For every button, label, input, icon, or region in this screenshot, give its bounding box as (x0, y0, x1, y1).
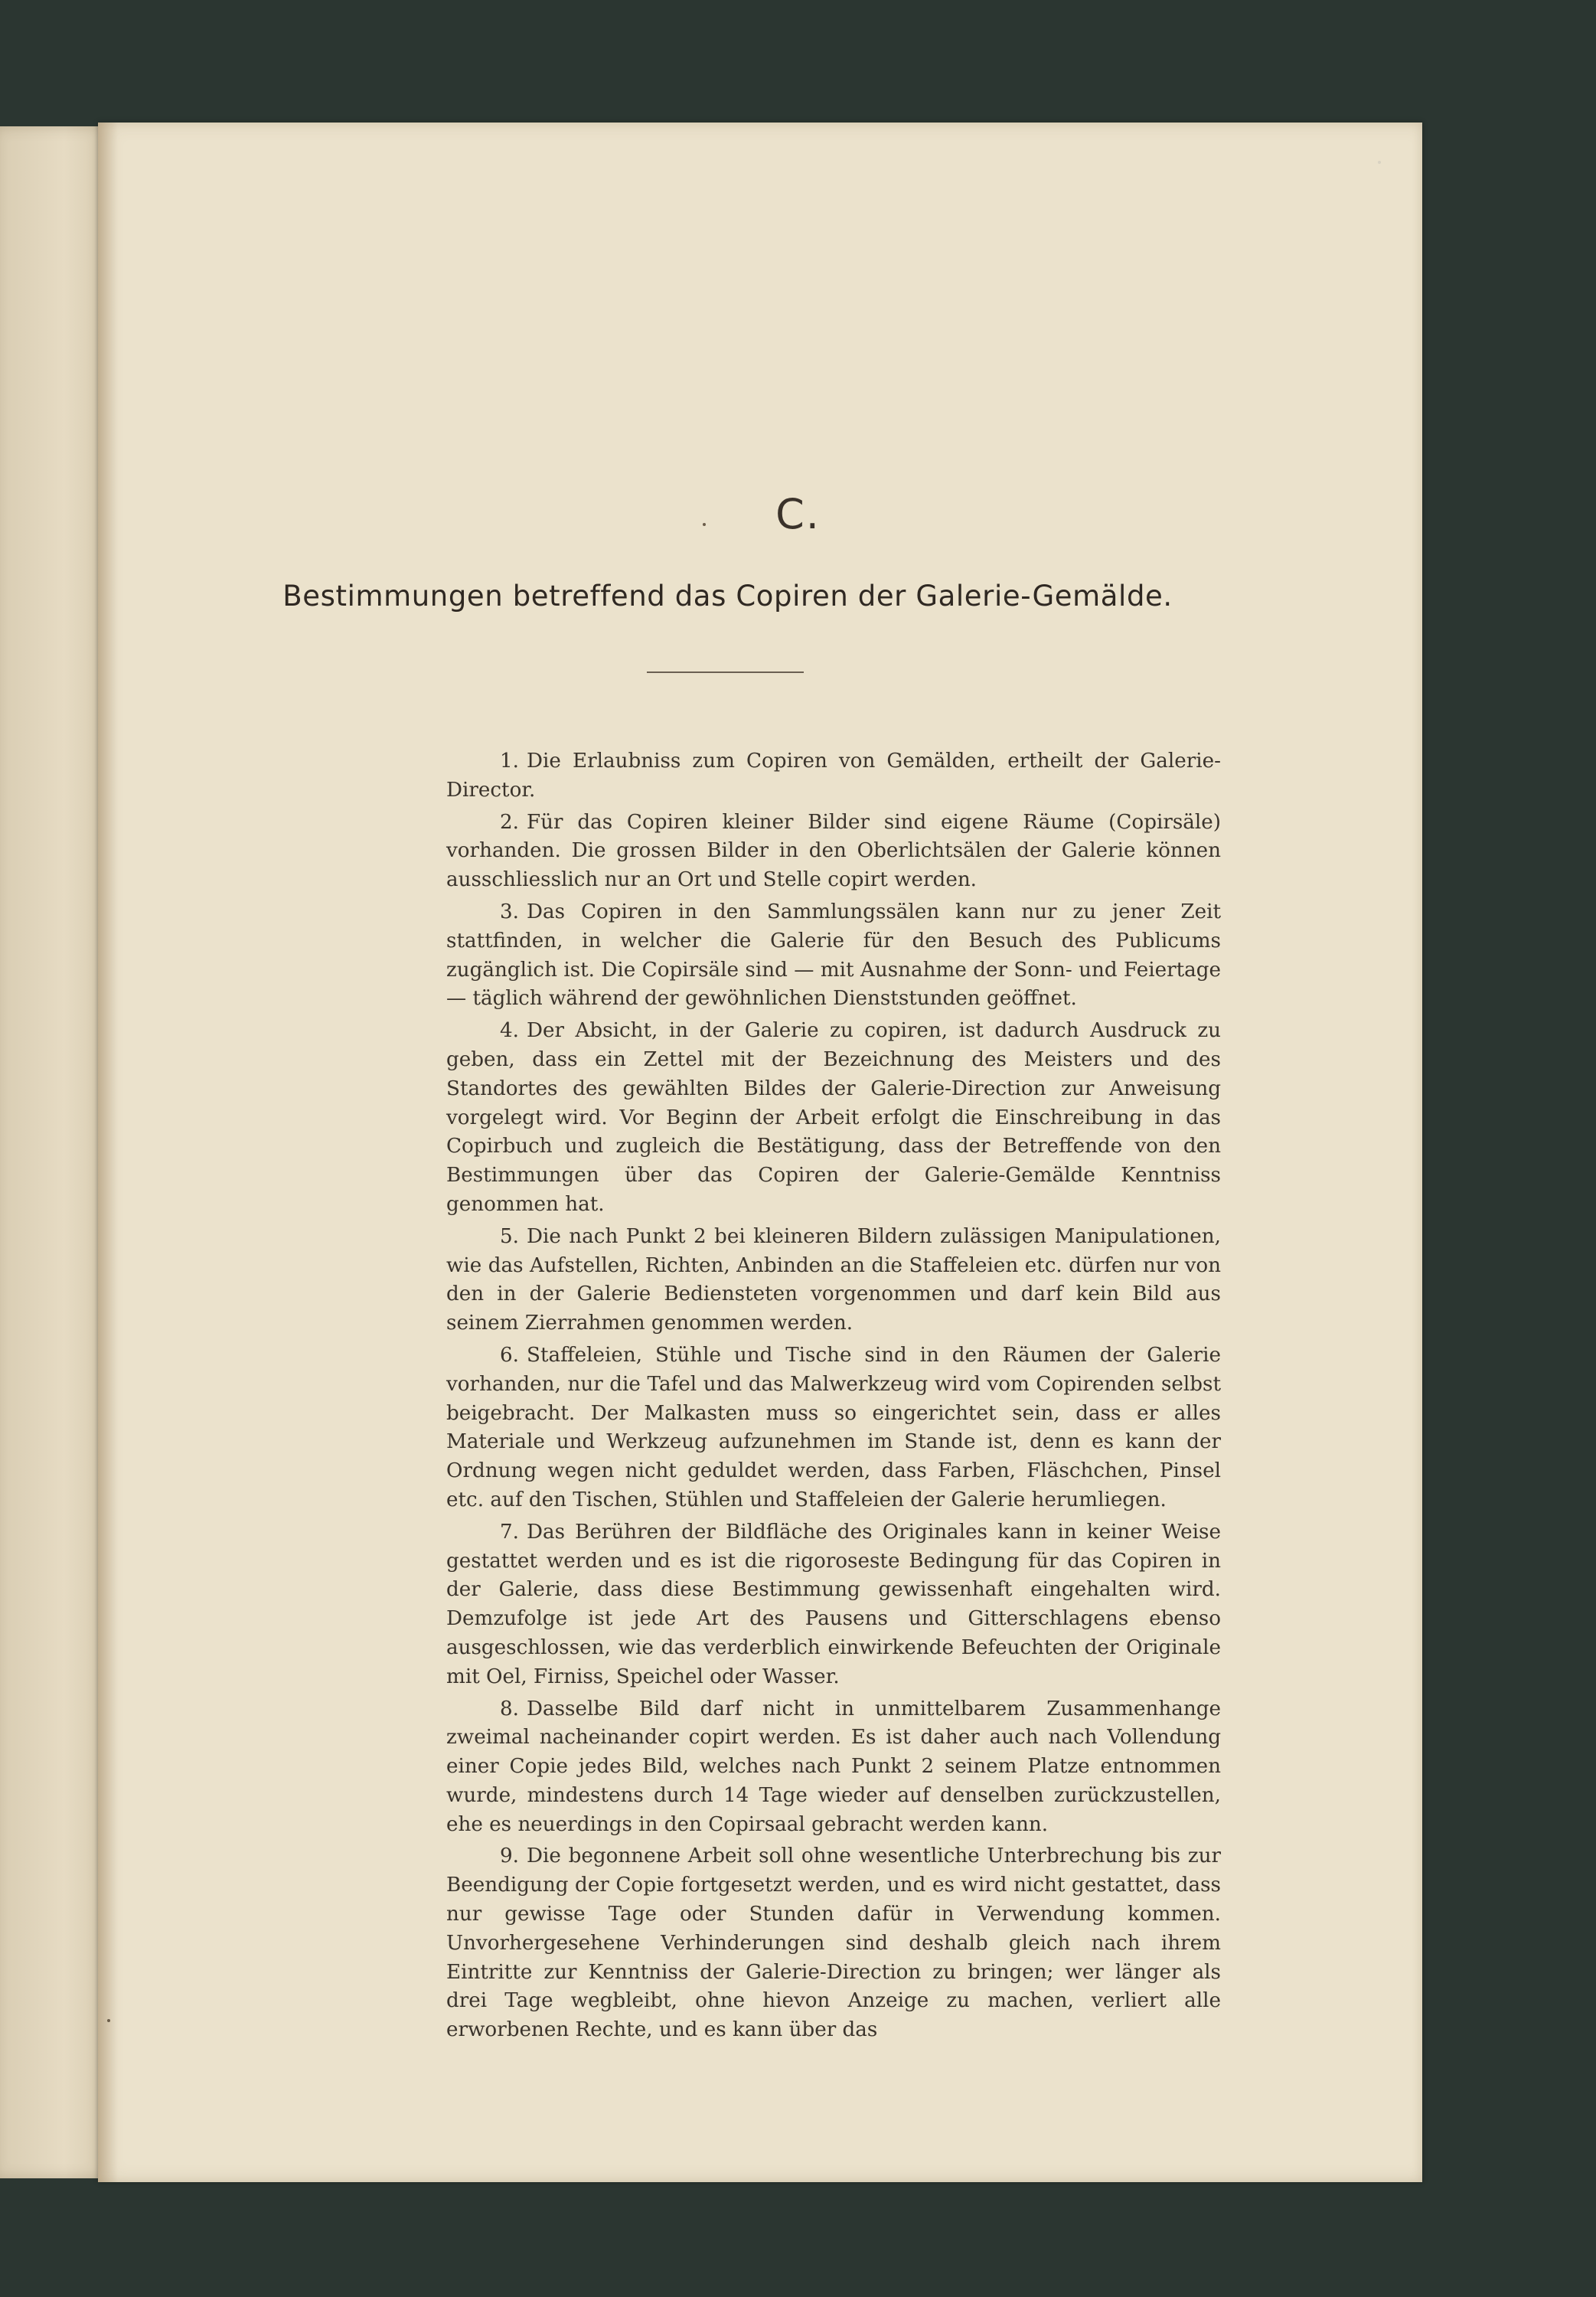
regulation-paragraph-3 (446, 898, 1221, 1014)
regulation-paragraph-2 (446, 809, 1221, 895)
regulation-paragraph-6 (446, 1341, 1221, 1515)
paragraph-number: 8. (500, 1697, 519, 1720)
paragraph-text: Staffeleien, Stühle und Tische sind in den Räumen der Galerie vorhanden, nur die Tafel und das Malwerkzeug wird vom Copirenden selbst beigebracht. Der Malkasten muss so eingerichtet sein, dass er alles Materiale und Werkzeug aufzunehmen im Stande ist, denn es kann der Ordnung wegen nicht geduldet werden, dass Farben, Fläschchen, Pinsel etc. auf den Tischen, Stühlen und Staffeleien der Galerie herumliegen. (446, 1343, 1221, 1511)
paragraph-number: 2. (500, 810, 519, 834)
page-heading: Bestimmungen betreffend das Copiren der Galerie-Gemälde. (282, 580, 1173, 613)
paragraph-text: Dasselbe Bild darf nicht in unmittelbarem Zusammenhange zweimal nacheinander copirt werden. Es ist daher auch nach Vollendung einer Copie jedes Bild, welches nach Punkt 2 seinem Platze entnommen wurde, mindestens durch 14 Tage wieder auf denselben zurückzustellen, ehe es neuerdings in den Copirsaal gebracht werden kann. (446, 1697, 1221, 1836)
regulation-paragraph-8 (446, 1695, 1221, 1840)
regulation-paragraph-9 (446, 1842, 1221, 2045)
section-letter: C. (775, 490, 821, 538)
paragraph-text: Das Berühren der Bildfläche des Originales kann in keiner Weise gestattet werden und es ist die rigoroseste Bedingung für das Copiren in der Galerie, dass diese Bestimmung gewissenhaft eingehalten wird. Demzufolge ist jede Art des Pausens und Gitterschlagens ebenso ausgeschlossen, wie das verderblich einwirkende Befeuchten der Originale mit Oel, Firniss, Speichel oder Wasser. (446, 1520, 1221, 1688)
regulation-paragraph-4 (446, 1017, 1221, 1220)
paragraph-number: 7. (500, 1520, 519, 1544)
paragraph-text: Die begonnene Arbeit soll ohne wesentliche Unterbrechung bis zur Beendigung der Copie fortgesetzt werden, und es wird nicht gestattet, dass nur gewisse Tage oder Stunden dafür in Verwendung kommen. Unvorhergesehene Verhinderungen sind deshalb gleich nach ihrem Eintritte zur Kenntniss der Galerie-Direction zu bringen; wer länger als drei Tage wegbleibt, ohne hievon Anzeige zu machen, verliert alle erworbenen Rechte, und es kann über das (446, 1844, 1221, 2042)
paper-speck (107, 2019, 110, 2022)
paragraph-text: Das Copiren in den Sammlungssälen kann nur zu jener Zeit stattfinden, in welcher die Galerie für den Besuch des Publicums zugänglich ist. Die Copirsäle sind — mit Ausnahme der Sonn- und Feiertage — täglich während der gewöhnlichen Dienststunden geöffnet. (446, 900, 1221, 1011)
paragraph-text: Für das Copiren kleiner Bilder sind eigene Räume (Copirsäle) vorhanden. Die grossen Bilder in den Oberlichtsälen der Galerie können ausschliesslich nur an Ort und Stelle copirt werden. (446, 810, 1221, 892)
heading-divider (647, 671, 804, 673)
left-page-edge (0, 126, 107, 2178)
regulations-body (446, 747, 1221, 2048)
paragraph-text: Die Erlaubniss zum Copiren von Gemälden, ertheilt der Galerie-Director. (446, 750, 1221, 802)
paragraph-number: 1. (500, 750, 519, 773)
regulation-paragraph-1 (446, 747, 1221, 805)
paragraph-number: 3. (500, 900, 519, 923)
paragraph-number: 5. (500, 1224, 519, 1248)
regulation-paragraph-5 (446, 1223, 1221, 1338)
paper-speck (1378, 161, 1381, 164)
page-gutter-shadow (98, 123, 118, 2182)
paragraph-text: Die nach Punkt 2 bei kleineren Bildern zulässigen Manipulationen, wie das Aufstellen, Richten, Anbinden an die Staffeleien etc. dürfen nur von den in der Galerie Bediensteten vorgenommen und darf kein Bild aus seinem Zierrahmen genommen werden. (446, 1224, 1221, 1335)
paragraph-number: 4. (500, 1019, 519, 1043)
paragraph-number: 9. (500, 1844, 519, 1868)
regulation-paragraph-7 (446, 1518, 1221, 1692)
paragraph-number: 6. (500, 1343, 519, 1367)
paragraph-text: Der Absicht, in der Galerie zu copiren, ist dadurch Ausdruck zu geben, dass ein Zettel mit der Bezeichnung des Meisters und des Standortes des gewählten Bildes der Galerie-Direction zur Anweisung vorgelegt wird. Vor Beginn der Arbeit erfolgt die Einschreibung in das Copirbuch und zugleich die Bestätigung, dass der Betreffende von den Bestimmungen über das Copiren der Galerie-Gemälde Kenntniss genommen hat. (446, 1019, 1221, 1216)
